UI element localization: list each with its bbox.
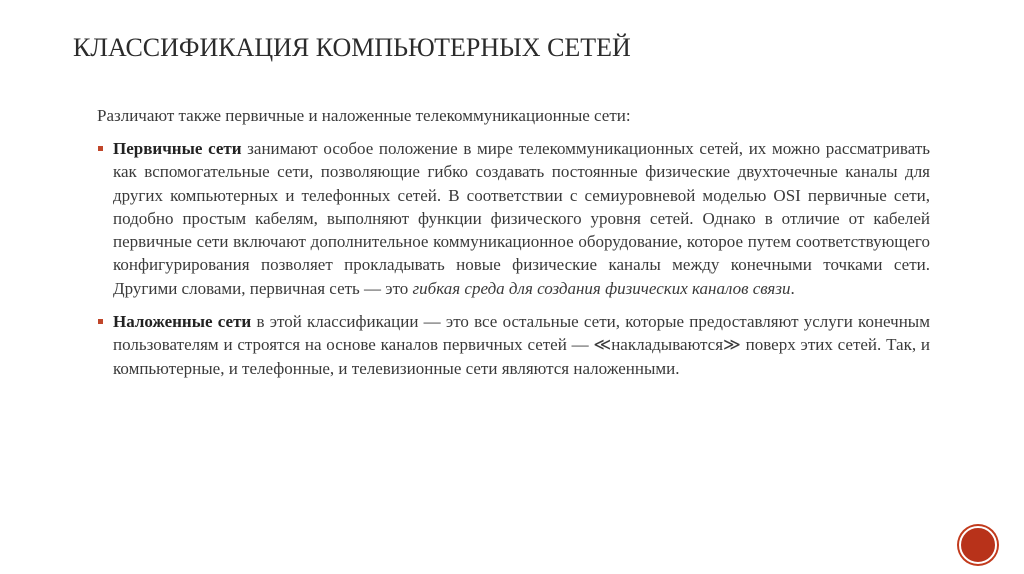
square-bullet-icon [98,146,103,151]
bullet-term: Наложенные сети [113,312,252,332]
bullet-term: Первичные сети [113,139,242,158]
bullet-list [97,137,930,390]
bullet-italic-text: гибкая среда для создания физических каналов связи [412,278,791,298]
bullet-overlay-networks [97,310,930,380]
bullet-text: занимают особое положение в мире телекоммуникационных сетей, их можно рассматривать как вспомогательные сети, позволяющие гибко создавать постоянные физические двухточечные каналы для других компьютерных и телефонных сетей. В соответствии с семиуровневой моделью OSI первичные сети, подобно простым кабелям, выполняют функции физического уровня сетей. Однако в отличие от кабелей первичные сети включают дополнительное коммуникационное оборудование, которое путем соответствующего конфигурирования позволяет прокладывать новые физические каналы между конечными точками сети. Другими словами, первичная сеть — это [113,139,931,298]
square-bullet-icon [98,319,103,324]
slide-title: КЛАССИФИКАЦИЯ КОМПЬЮТЕРНЫХ СЕТЕЙ [73,33,631,62]
intro-text: Различают также первичные и наложенные телекоммуникационные сети: [97,106,631,125]
bullet-primary-networks [97,137,930,300]
slide-decoration-circle-icon [959,526,997,564]
bullet-text: в этой классификации — это все остальные сети, которые предоставляют услуги конечным пользователям и строятся на основе каналов первичных сетей — ≪накладываются≫ поверх этих сетей. Так, и компьютерные, и телефонные, и телевизионные сети являются наложенными. [113,312,930,378]
bullet-end: . [790,278,795,298]
